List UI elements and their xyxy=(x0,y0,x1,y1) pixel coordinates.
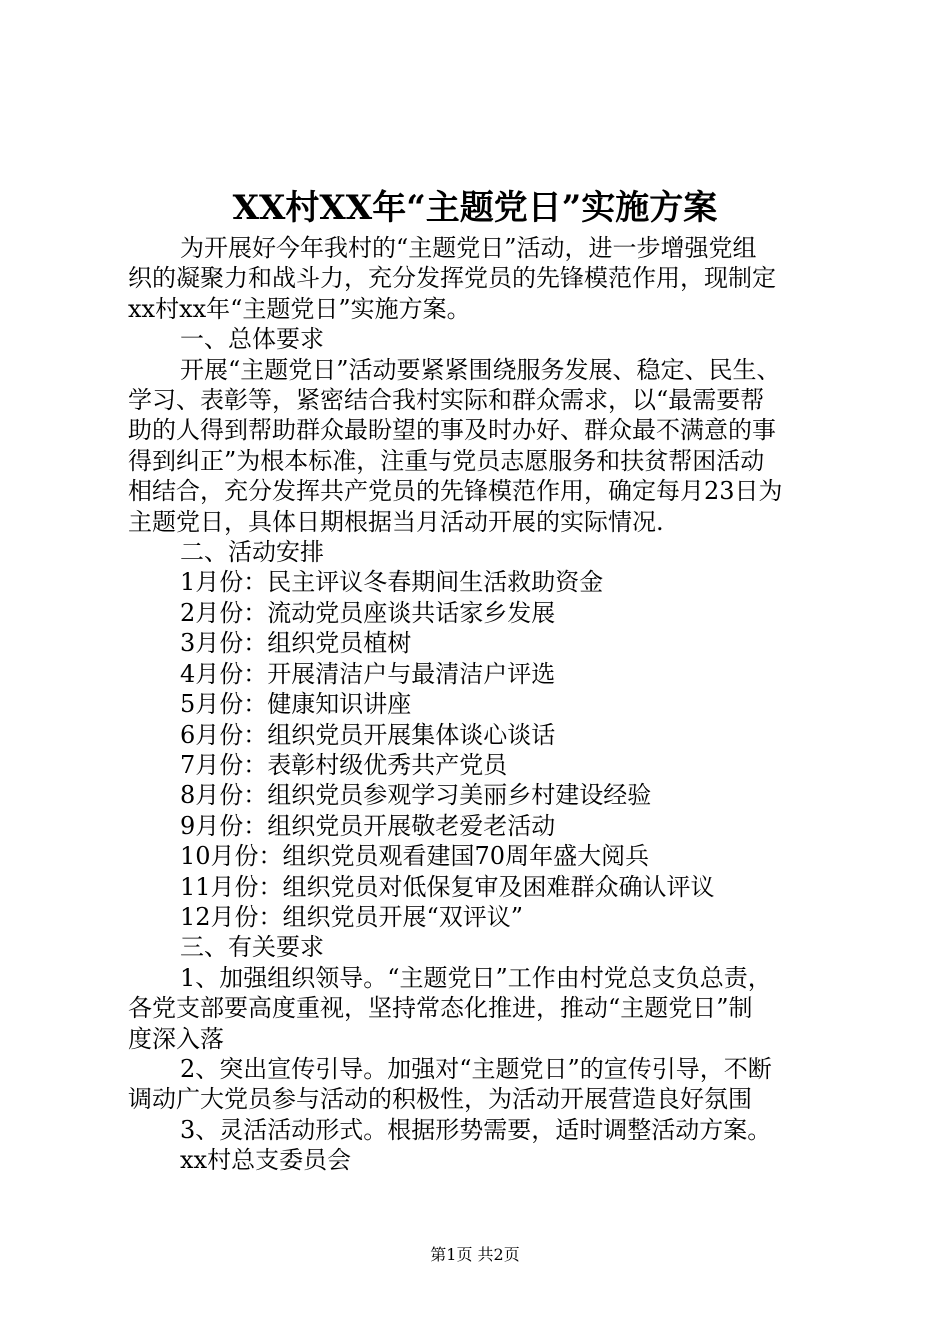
section1-line: 主题党日，具体日期根据当月活动开展的实际情况. xyxy=(128,507,664,536)
intro-line: 为开展好今年我村的“主题党日”活动，进一步增强党组 xyxy=(180,234,757,262)
month-item: 12月份：组织党员开展“双评议” xyxy=(180,902,524,931)
section-heading-2: 二、活动安排 xyxy=(180,538,324,567)
document-body xyxy=(128,233,838,1176)
month-item: 6月份：组织党员开展集体谈心谈话 xyxy=(180,720,556,749)
month-item: 3月份：组织党员植树 xyxy=(180,629,412,658)
month-item: 7月份：表彰村级优秀共产党员 xyxy=(180,750,508,779)
section-heading-1: 一、总体要求 xyxy=(180,325,324,354)
month-item: 2月份：流动党员座谈共话家乡发展 xyxy=(180,598,556,627)
requirement-line: 度深入落 xyxy=(128,1024,224,1053)
requirement-line: 3、灵活活动形式。根据形势需要，适时调整活动方案。 xyxy=(180,1115,772,1144)
month-item: 1月份：民主评议冬春期间生活救助资金 xyxy=(180,568,604,597)
intro-line: 织的凝聚力和战斗力，充分发挥党员的先锋模范作用，现制定 xyxy=(128,264,776,293)
signature: xx村总支委员会 xyxy=(180,1146,352,1175)
section1-line: 得到纠正”为根本标准，注重与党员志愿服务和扶贫帮困活动 xyxy=(128,446,765,475)
month-item: 11月份：组织党员对低保复审及困难群众确认评议 xyxy=(180,872,715,901)
requirement-line: 各党支部要高度重视，坚持常态化推进，推动“主题党日”制 xyxy=(128,994,753,1023)
requirement-line: 调动广大党员参与活动的积极性，为活动开展营造良好氛围 xyxy=(128,1085,752,1114)
section1-line: 开展“主题党日”活动要紧紧围绕服务发展、稳定、民生、 xyxy=(180,355,781,384)
month-item: 9月份：组织党员开展敬老爱老活动 xyxy=(180,811,556,840)
month-item: 4月份：开展清洁户与最清洁户评选 xyxy=(180,659,556,688)
requirement-line: 1、加强组织领导。“主题党日”工作由村党总支负总责， xyxy=(180,963,772,992)
document-title: XX村XX年“主题党日”实施方案 xyxy=(232,188,718,228)
requirement-line: 2、突出宣传引导。加强对“主题党日”的宣传引导，不断 xyxy=(180,1054,772,1083)
section-heading-3: 三、有关要求 xyxy=(180,933,324,962)
month-item: 8月份：组织党员参观学习美丽乡村建设经验 xyxy=(180,781,652,810)
section1-line: 相结合，充分发挥共产党员的先锋模范作用，确定每月23日为 xyxy=(128,477,783,506)
month-item: 5月份：健康知识讲座 xyxy=(180,690,412,719)
intro-line: xx村xx年“主题党日”实施方案。 xyxy=(128,294,471,323)
month-item: 10月份：组织党员观看建国70周年盛大阅兵 xyxy=(180,842,650,871)
page-footer: 第1页 共2页 xyxy=(430,1245,520,1264)
section1-line: 学习、表彰等，紧密结合我村实际和群众需求，以“最需要帮 xyxy=(128,386,765,415)
section1-line: 助的人得到帮助群众最盼望的事及时办好、群众最不满意的事 xyxy=(128,416,776,445)
